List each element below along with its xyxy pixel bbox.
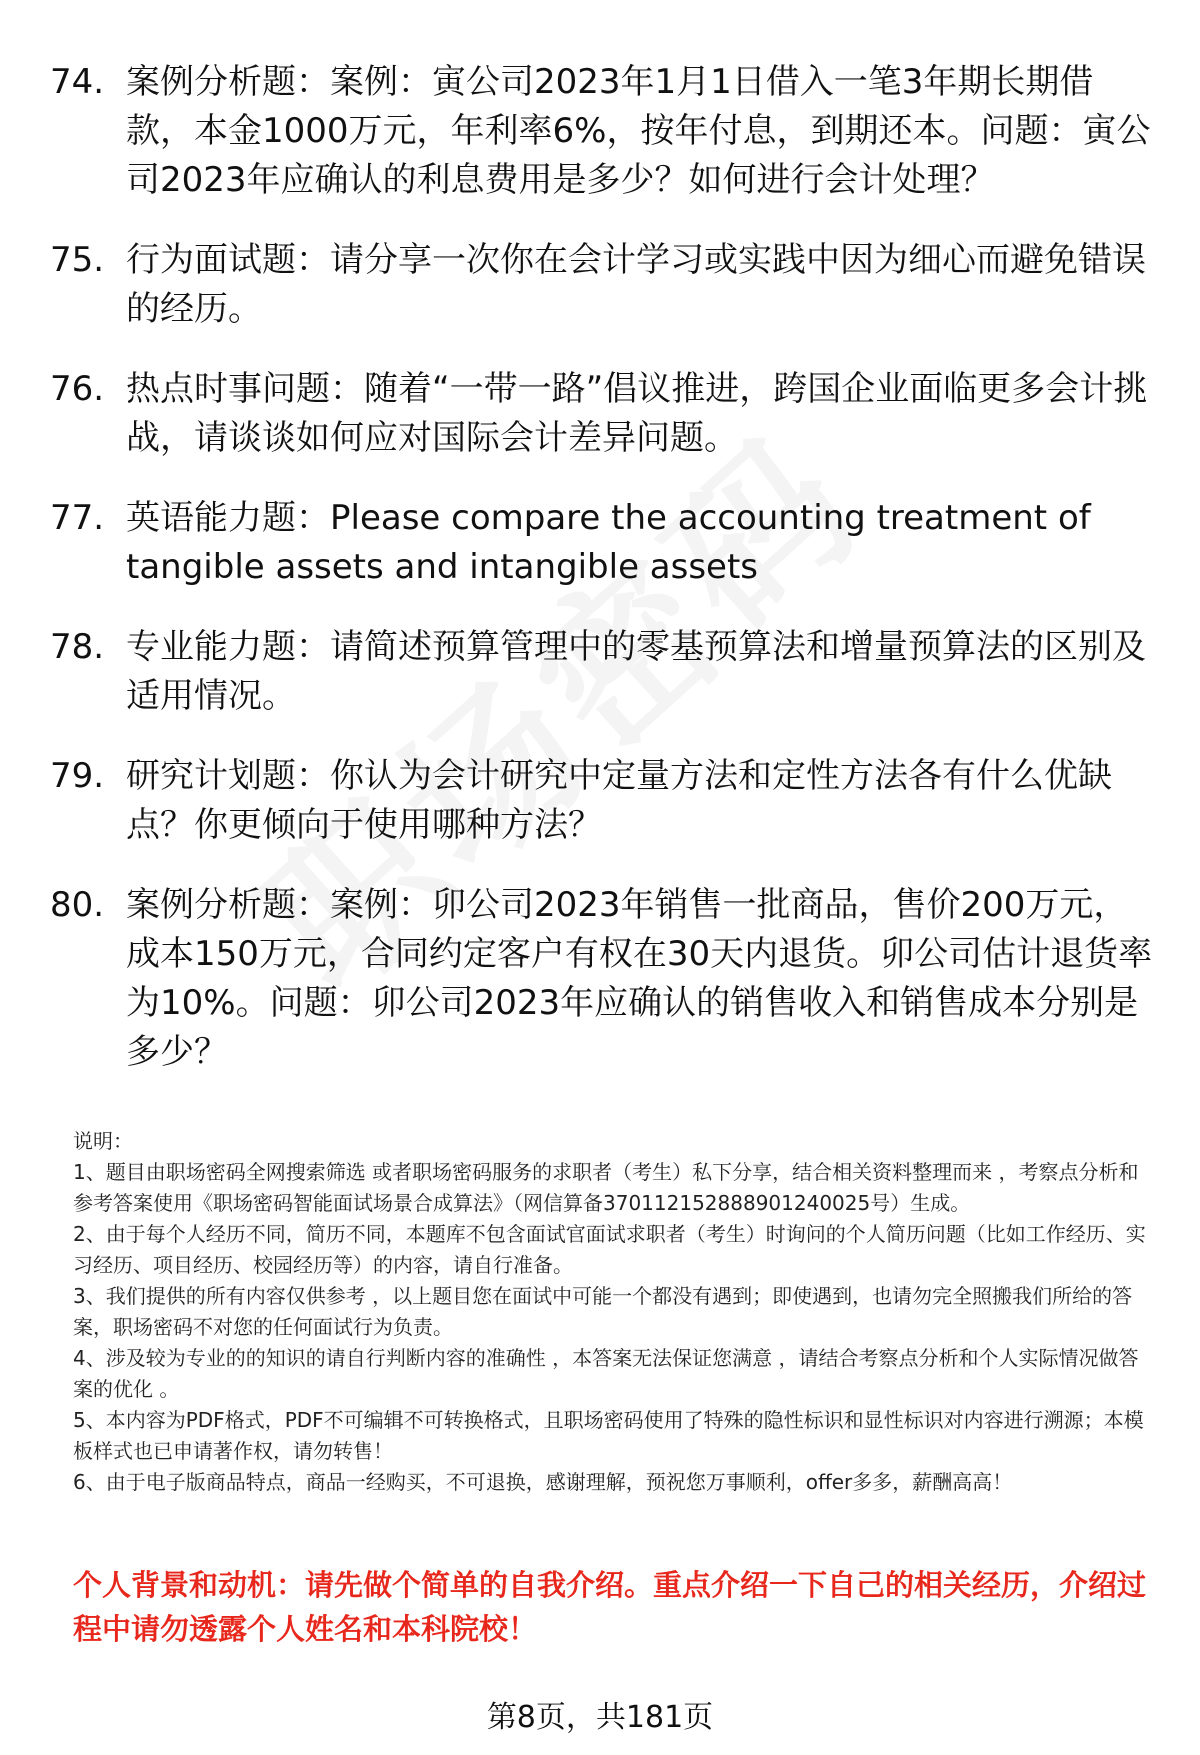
note-item: 3、我们提供的所有内容仅供参考 ，以上题目您在面试中可能一个都没有遇到；即使遇到，也请勿完全照搬我们所给的答案，职场密码不对您的任何面试行为负责。 [73,1284,1133,1339]
question-number: 74. [50,62,105,102]
question-number: 78. [50,627,105,667]
question-text: 英语能力题：Please compare the accounting treatment of tangible assets and intangible assets [126,498,1091,587]
note-item: 1、题目由职场密码全网搜索筛选 或者职场密码服务的求职者（考生）私下分享，结合相关资料整理而来 ，考察点分析和参考答案使用《职场密码智能面试场景合成算法》（网信算备370112152888901240025号）生成。 [73,1160,1139,1215]
question-number: 77. [50,498,105,538]
notes-heading: 说明： [73,1129,133,1153]
notes-section [73,1126,1158,1498]
question-number: 76. [50,369,105,409]
note-item: 2、由于每个人经历不同，简历不同，本题库不包含面试官面试求职者（考生）时询问的个人简历问题（比如工作经历、实习经历、项目经历、校园经历等）的内容，请自行准备。 [73,1222,1146,1277]
question-item [50,623,1160,721]
question-item [50,365,1160,463]
question-item [50,881,1160,1077]
note-item: 4、涉及较为专业的的知识的请自行判断内容的准确性 ，本答案无法保证您满意 ，请结合考察点分析和个人实际情况做答案的优化 。 [73,1346,1139,1401]
question-number: 80. [50,885,105,925]
question-text: 研究计划题：你认为会计研究中定量方法和定性方法各有什么优缺点？你更倾向于使用哪种方法？ [126,756,1112,845]
highlight-callout: 个人背景和动机：请先做个简单的自我介绍。重点介绍一下自己的相关经历，介绍过程中请勿透露个人姓名和本科院校！ [73,1568,1147,1646]
question-number: 79. [50,756,105,796]
question-item [50,236,1160,334]
question-text: 热点时事问题：随着“一带一路”倡议推进，跨国企业面临更多会计挑战，请谈谈如何应对国际会计差异问题。 [126,369,1148,458]
note-item: 5、本内容为PDF格式，PDF不可编辑不可转换格式，且职场密码使用了特殊的隐性标识和显性标识对内容进行溯源；本模板样式也已申请著作权，请勿转售！ [73,1408,1144,1463]
question-item [50,494,1160,592]
question-text: 案例分析题：案例：寅公司2023年1月1日借入一笔3年期长期借款，本金1000万元，年利率6%，按年付息，到期还本。问题：寅公司2023年应确认的利息费用是多少？如何进行会计处理？ [126,62,1151,200]
question-list [50,58,1160,1108]
question-text: 专业能力题：请简述预算管理中的零基预算法和增量预算法的区别及适用情况。 [126,627,1146,716]
question-number: 75. [50,240,105,280]
question-item [50,752,1160,850]
question-text: 案例分析题：案例：卯公司2023年销售一批商品，售价200万元，成本150万元，合同约定客户有权在30天内退货。卯公司估计退货率为10%。问题：卯公司2023年应确认的销售收入和销售成本分别是多少？ [126,885,1153,1072]
question-text: 行为面试题：请分享一次你在会计学习或实践中因为细心而避免错误的经历。 [126,240,1146,329]
page-number: 第8页，共181页 [486,1700,714,1735]
question-item [50,58,1160,205]
note-item: 6、由于电子版商品特点，商品一经购买，不可退换，感谢理解，预祝您万事顺利，offer多多，薪酬高高！ [73,1470,1013,1494]
